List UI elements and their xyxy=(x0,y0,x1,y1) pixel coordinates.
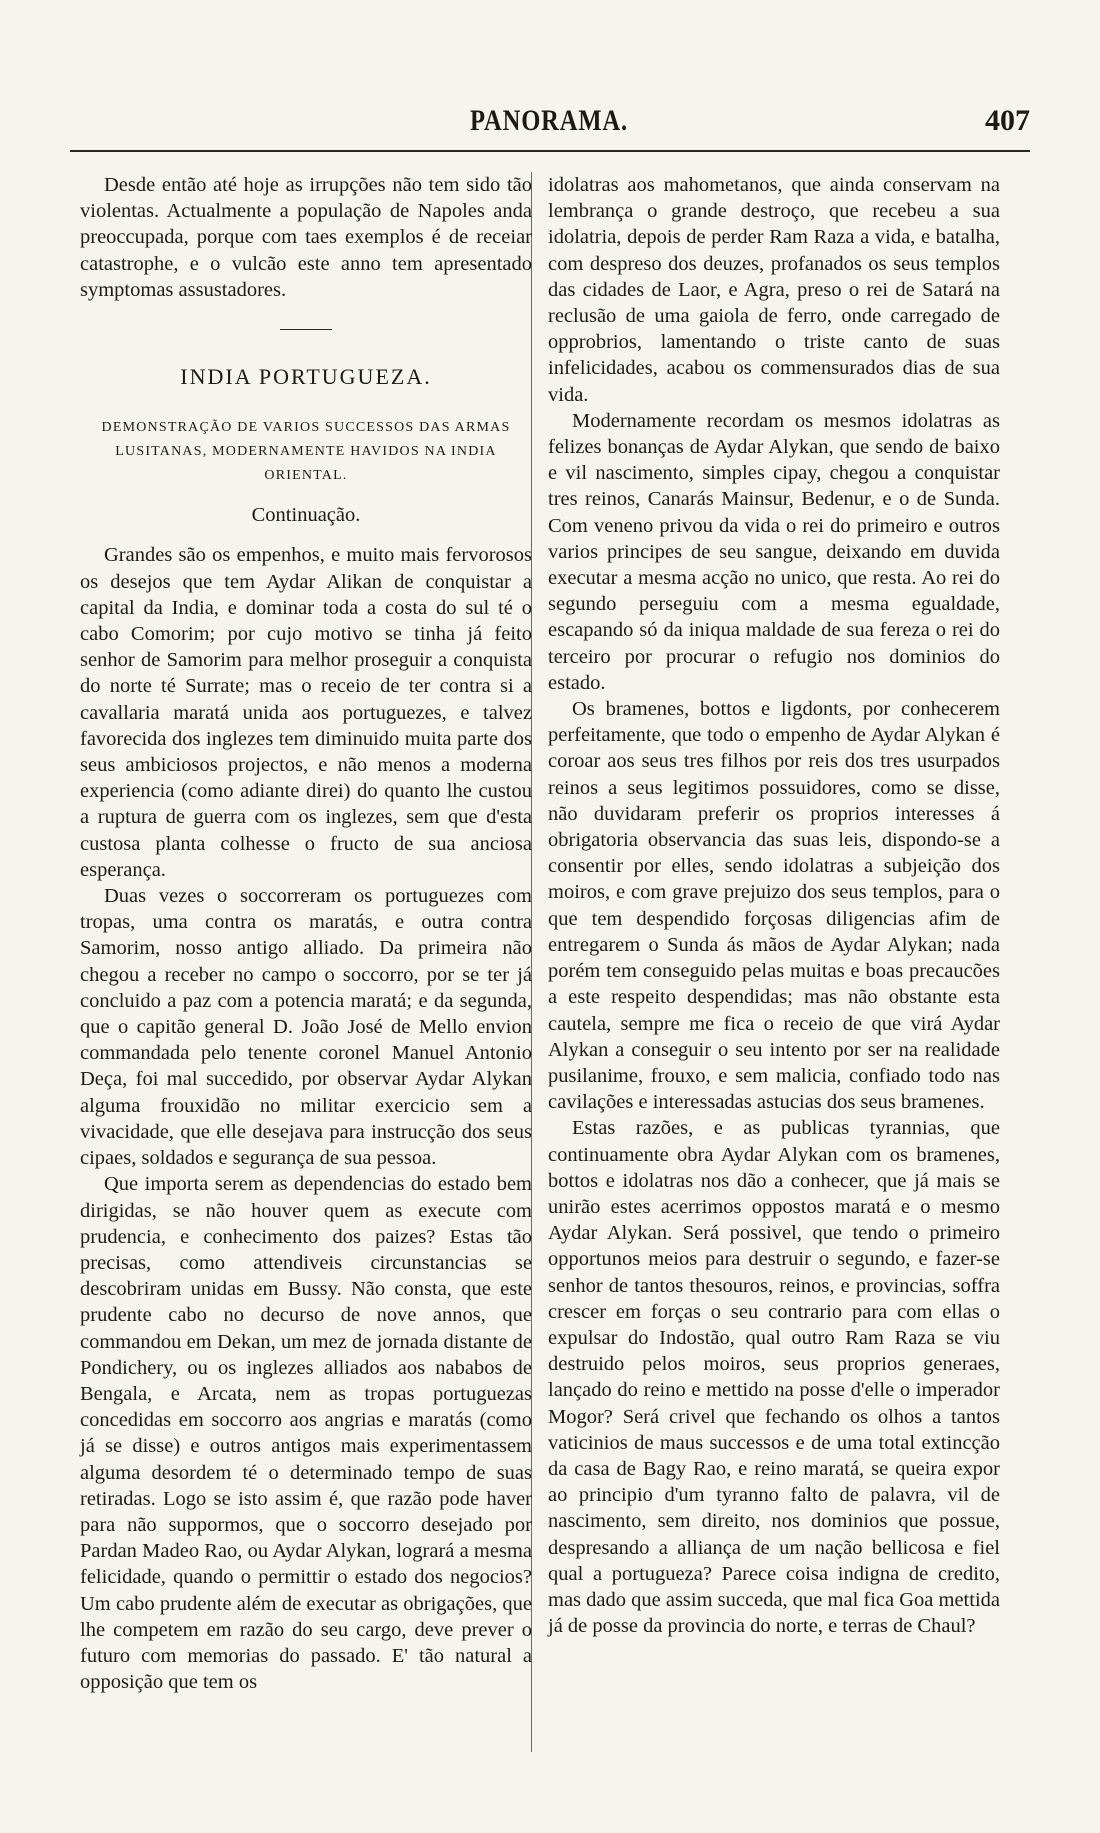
article-paragraph: Os bramenes, bottos e ligdonts, por conhecerem perfeitamente, que todo o empenho de Aydar Alykan é coroar aos seus tres filhos por reis dos tres usurpados reinos a seus legitimos possuidores, como se disse, não duvidaram preferir os proprios interesses á obrigatoria observancia das suas leis, dispondo-se a consentir por elles, sendo idolatras a subjeição dos moiros, e com grave prejuizo dos seus templos, para o que tem despendido forçosas diligencias afim de entregarem o Sunda ás mãos de Aydar Alykan; nada porém tem conseguido pelas muitas e boas precaucões a este respeito despendidas; mas não obstante esta cautela, sempre me fica o receio de que virá Aydar Alykan a conseguir o seu intento por ser na realidade pusilanime, frouxo, e sem malicia, confiado todo nas cavilações e interessadas astucias dos seus bramenes. xyxy=(548,698,1000,1114)
section-title: INDIA PORTUGUEZA. xyxy=(180,364,432,390)
section-separator xyxy=(280,329,332,330)
header-rule xyxy=(70,150,1030,152)
continuation-label: Continuação. xyxy=(251,504,361,527)
page-header xyxy=(70,98,1030,138)
article-paragraph: Duas vezes o soccorreram os portuguezes com tropas, uma contra os maratás, e outra contra Samorim, nosso antigo alliado. Da primeira não chegou a receber no campo o soccorro, por se ter já concluido a paz com a potencia maratá; e da segunda, que o capitão general D. João José de Mello envion commandada pelo tenente coronel Manuel Antonio Deça, foi mal succedido, por observar Aydar Alykan alguma frouxidão no militar exercicio sem a vivacidade, que elle desejava para instrucção dos seus cipaes, soldados e segurança de sua pessoa. xyxy=(80,885,532,1170)
article-paragraph: Estas razões, e as publicas tyrannias, que continuamente obra Aydar Alykan com os bramenes, bottos e idolatras nos dão a conhecer, que já mais se unirão estes acerrimos oppostos maratá e o mesmo Aydar Alykan. Será possivel, que tendo o primeiro opportunos meios para destruir o segundo, e fazer-se senhor de tantos thesouros, reinos, e provincias, soffra crescer em forças o seu contrario para com ellas o expulsar do Indostão, qual outro Ram Raza se viu destruido pelos moiros, seus proprios generaes, lançado do reino e mettido na posse d'elle o imperador Mogor? Será crivel que fechando os olhos a tantos vaticinios de maus successos e de uma total extincção da casa de Bagy Rao, e reino maratá, se queira expor ao principio d'um tyranno falto de palavra, vil de nascimento, sem direito, nos dominios que possue, despresando a alliança de um nação bellicosa e fiel qual a portugueza? Parece coisa indigna de credito, mas dado que assim succeda, que mal fica Goa mettida já de posse da provincia do norte, e terras de Chaul? xyxy=(548,1117,1000,1638)
article-paragraph: Modernamente recordam os mesmos idolatras as felizes bonanças de Aydar Alykan, que sendo de baixo e vil nascimento, simples cipay, chegou a conquistar tres reinos, Canarás Mainsur, Bedenur, e o de Sunda. Com veneno privou da vida o rei do primeiro e outros varios principes de seu sangue, deixando em duvida executar a mesma acção no unico, que resta. Ao rei do segundo perseguiu com a mesma egualdade, escapando só da iniqua maldade de sua fereza o rei do terceiro por procurar o refugio nos dominios do estado. xyxy=(548,409,1000,694)
article-paragraph: Grandes são os empenhos, e muito mais fervorosos os desejos que tem Aydar Alikan de conquistar a capital da India, e dominar toda a costa do sul té o cabo Comorim; por cujo motivo se tinha já feito senhor de Samorim para melhor proseguir a conquista do norte té Surrate; mas o receio de ter contra si a cavallaria maratá unida aos portuguezes, e talvez favorecida dos inglezes tem diminuido muita parte dos seus ambiciosos projectos, e não menos a moderna experiencia (como adiante direi) do quanto lhe custou a ruptura de guerra com os inglezes, sem que d'esta custosa planta colhesse o fructo de sua anciosa esperança. xyxy=(80,544,532,881)
section-subtitle: DEMONSTRAÇÃO DE VARIOS SUCCESSOS DAS ARMAS LUSITANAS, MODERNAMENTE HAVIDOS NA INDIA ORIENTAL. xyxy=(101,420,511,484)
page-number: 407 xyxy=(985,104,1030,137)
left-column xyxy=(80,172,532,1695)
article-paragraph: Que importa serem as dependencias do estado bem dirigidas, se não houver quem as execute com prudencia, e conhecimento dos paizes? Estas tão precisas, como attendiveis circunstancias se descobriram unidas em Bussy. Não consta, que este prudente cabo no decurso de nove annos, que commandou em Dekan, um mez de jornada distante de Pondichery, ou os inglezes alliados aos nababos de Bengala, e Arcata, nem as tropas portuguezas concedidas em soccorro aos angrias e maratás (como já se disse) e outros antigos mais experimentassem alguma desordem té o determinado tempo de suas retiradas. Logo se isto assim é, que razão pode haver para não suppormos, que o soccorro desejado por Pardan Madeo Rao, ou Aydar Alykan, logrará a mesma felicidade, quando o permittir o estado dos negocios? Um cabo prudente além de executar as obrigações, que lhe competem em razão do seu cargo, deve prever o futuro com memorias do passado. E' tão natural a opposição que tem os xyxy=(80,1173,532,1694)
continued-paragraph: idolatras aos mahometanos, que ainda conservam na lembrança o grande destroço, que recebeu a sua idolatria, depois de perder Ram Raza a vida, e batalha, com despreso dos deuzes, profanados os seus templos das cidades de Laor, e Agra, preso o rei de Satará na reclusão de uma gaiola de ferro, onde carregado de opprobrios, lamentando o triste canto de suas infelicidades, acabou os commensurados dias de sua vida. xyxy=(548,174,1000,406)
opening-paragraph: Desde então até hoje as irrupções não tem sido tão violentas. Actualmente a população de Napoles anda preoccupada, porque com taes exemplos é de receiar catastrophe, e o vulcão este anno tem apresentado symptomas assustadores. xyxy=(80,174,532,301)
publication-title: PANORAMA. xyxy=(470,104,628,137)
right-column xyxy=(548,172,1000,1639)
